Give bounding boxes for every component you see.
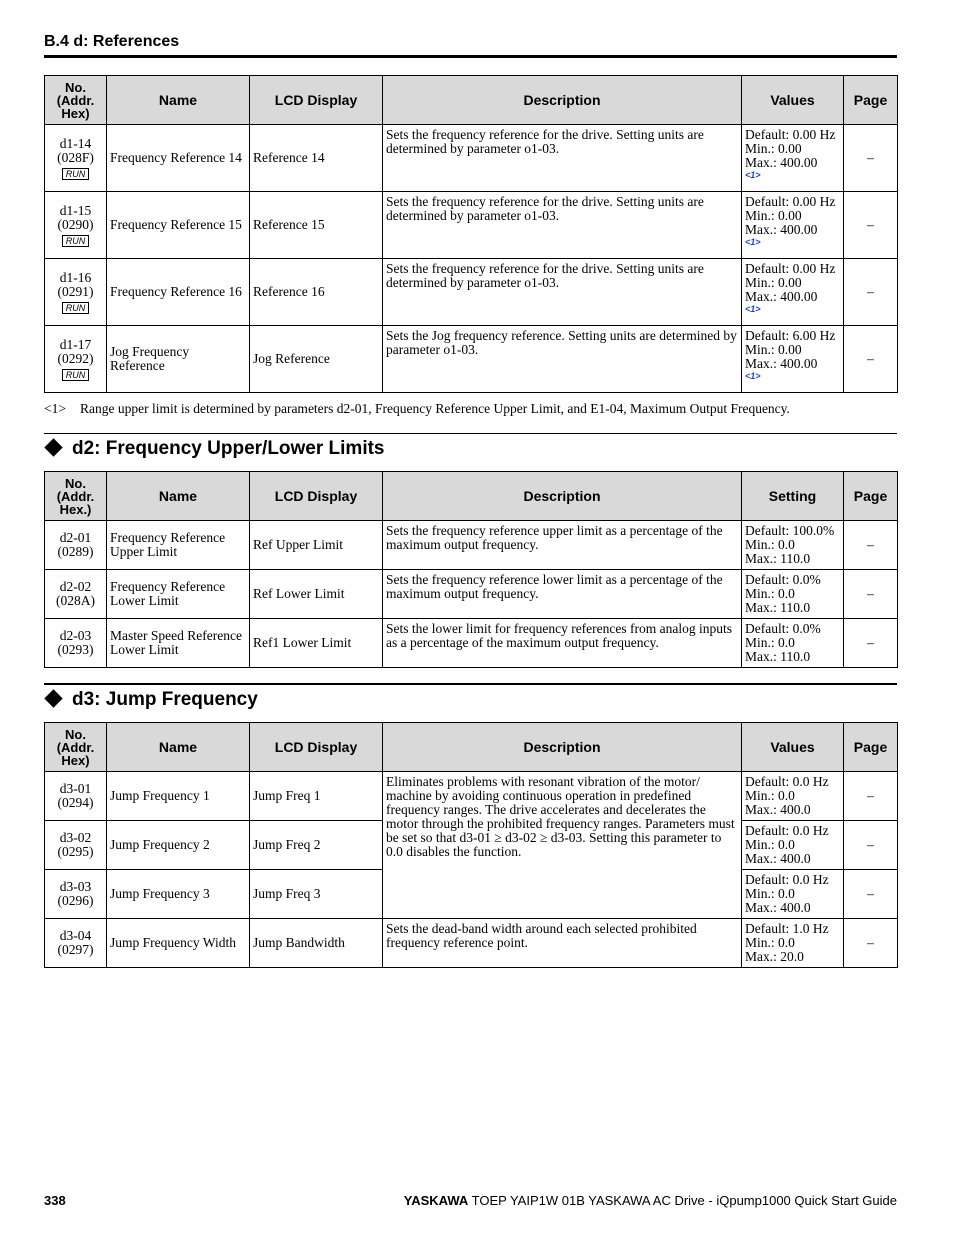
col-page: Page (844, 76, 898, 125)
default-value: Default: 1.0 Hz (745, 921, 829, 936)
description: Sets the frequency reference for the drive. Setting units are determined by parameter o1-03. (383, 125, 742, 192)
param-no-cell (45, 259, 107, 326)
table-row (45, 192, 898, 259)
param-address: (0289) (57, 544, 94, 559)
default-value: Default: 0.00 Hz (745, 194, 836, 209)
values-cell (742, 192, 844, 259)
min-value: Min.: 0.00 (745, 141, 802, 156)
param-name: Jump Frequency 1 (107, 772, 250, 821)
max-value: Max.: 110.0 (745, 600, 811, 615)
d3-section-heading (44, 683, 897, 715)
param-number: d3-02 (59, 830, 92, 845)
lcd-display: Ref Upper Limit (250, 521, 383, 570)
param-name: Frequency Reference 16 (107, 259, 250, 326)
table-row (45, 326, 898, 393)
max-value: Max.: 110.0 (745, 551, 811, 566)
lcd-display: Reference 16 (250, 259, 383, 326)
page-ref: – (844, 772, 898, 821)
param-no-cell (45, 570, 107, 619)
col-name: Name (107, 723, 250, 772)
default-value: Default: 100.0% (745, 523, 835, 538)
description: Sets the frequency reference upper limit as a percentage of the maximum output frequency. (383, 521, 742, 570)
default-value: Default: 0.0% (745, 621, 821, 636)
footnote-text: Range upper limit is determined by parameters d2-01, Frequency Reference Upper Limit, and E1-04, Maximum Output Frequency. (80, 401, 790, 416)
brand-name: YASKAWA (403, 1193, 469, 1208)
param-name: Frequency Reference 14 (107, 125, 250, 192)
lcd-display: Ref1 Lower Limit (250, 619, 383, 668)
min-value: Min.: 0.00 (745, 275, 802, 290)
col-no: No. (Addr. Hex) (45, 723, 107, 772)
max-value: Max.: 400.0 (745, 851, 811, 866)
max-value: Max.: 110.0 (745, 649, 811, 664)
param-number: d2-03 (59, 628, 92, 643)
param-address: (028A) (56, 593, 95, 608)
max-value: Max.: 400.0 (745, 900, 811, 915)
table-row (45, 259, 898, 326)
page-ref: – (844, 125, 898, 192)
lcd-display: Reference 15 (250, 192, 383, 259)
default-value: Default: 0.0 Hz (745, 774, 829, 789)
run-badge: RUN (62, 369, 90, 381)
values-cell (742, 619, 844, 668)
values-cell (742, 326, 844, 393)
param-address: (0293) (57, 642, 94, 657)
param-address: (0295) (57, 844, 94, 859)
param-address: (0290) (57, 216, 94, 232)
col-values: Values (742, 76, 844, 125)
param-no-cell (45, 125, 107, 192)
footnote-ref-link[interactable]: <1> (745, 371, 761, 381)
param-no-cell (45, 619, 107, 668)
min-value: Min.: 0.0 (745, 586, 795, 601)
param-no-cell (45, 772, 107, 821)
lcd-display: Jump Freq 3 (250, 870, 383, 919)
section-heading: B.4 d: References (44, 33, 180, 50)
param-address: (0297) (57, 942, 94, 957)
section-title: d2: Frequency Upper/Lower Limits (72, 438, 385, 459)
param-name: Frequency Reference Upper Limit (107, 521, 250, 570)
page-ref: – (844, 192, 898, 259)
param-number: d3-03 (59, 879, 92, 894)
param-name: Frequency Reference 15 (107, 192, 250, 259)
lcd-display: Reference 14 (250, 125, 383, 192)
run-badge: RUN (62, 302, 90, 314)
footnote (44, 401, 790, 417)
diamond-bullet-icon (44, 439, 62, 457)
max-value: Max.: 400.00 (745, 222, 818, 237)
footnote-ref-link[interactable]: <1> (745, 170, 761, 180)
param-number: d3-01 (59, 781, 92, 796)
values-cell (742, 259, 844, 326)
min-value: Min.: 0.00 (745, 208, 802, 223)
param-address: (0291) (57, 283, 94, 299)
col-setting: Setting (742, 472, 844, 521)
document-name: TOEP YAIP1W 01B YASKAWA AC Drive - iQpump1000 Quick Start Guide (471, 1193, 897, 1208)
param-number: d1-17 (59, 336, 92, 352)
param-number: d1-14 (59, 135, 92, 151)
page-ref: – (844, 919, 898, 968)
description: Sets the frequency reference for the drive. Setting units are determined by parameter o1-03. (383, 259, 742, 326)
col-description: Description (383, 76, 742, 125)
table-row (45, 521, 898, 570)
max-value: Max.: 20.0 (745, 949, 804, 964)
run-badge: RUN (62, 235, 90, 247)
table-row (45, 125, 898, 192)
col-page: Page (844, 472, 898, 521)
default-value: Default: 0.0 Hz (745, 872, 829, 887)
values-cell (742, 821, 844, 870)
page-ref: – (844, 521, 898, 570)
default-value: Default: 6.00 Hz (745, 328, 836, 343)
col-name: Name (107, 76, 250, 125)
min-value: Min.: 0.0 (745, 935, 795, 950)
param-no-cell (45, 821, 107, 870)
values-cell (742, 870, 844, 919)
diamond-bullet-icon (44, 690, 62, 708)
col-no: No. (Addr. Hex.) (45, 472, 107, 521)
col-no: No. (Addr. Hex) (45, 76, 107, 125)
page-ref: – (844, 570, 898, 619)
param-number: d2-01 (59, 530, 92, 545)
param-name: Frequency Reference Lower Limit (107, 570, 250, 619)
default-value: Default: 0.00 Hz (745, 127, 836, 142)
page-footer (44, 1193, 897, 1208)
table-row (45, 619, 898, 668)
description: Sets the dead-band width around each selected prohibited frequency reference point. (383, 919, 742, 968)
values-cell (742, 125, 844, 192)
col-lcd: LCD Display (250, 723, 383, 772)
footnote-ref-link[interactable]: <1> (745, 304, 761, 314)
footer-doc-title (404, 1193, 897, 1208)
table-row (45, 772, 898, 821)
lcd-display: Jump Freq 2 (250, 821, 383, 870)
param-name: Jump Frequency Width (107, 919, 250, 968)
page-ref: – (844, 259, 898, 326)
d2-table (44, 471, 898, 668)
param-no-cell (45, 192, 107, 259)
page-header (44, 33, 897, 58)
values-cell (742, 772, 844, 821)
footnote-ref-link[interactable]: <1> (745, 237, 761, 247)
param-number: d3-04 (59, 928, 92, 943)
max-value: Max.: 400.00 (745, 356, 818, 371)
col-description: Description (383, 472, 742, 521)
param-name: Jog Frequency Reference (107, 326, 250, 393)
lcd-display: Ref Lower Limit (250, 570, 383, 619)
param-name: Jump Frequency 2 (107, 821, 250, 870)
page-number: 338 (44, 1193, 66, 1208)
min-value: Min.: 0.0 (745, 537, 795, 552)
lcd-display: Jump Freq 1 (250, 772, 383, 821)
page-ref: – (844, 821, 898, 870)
param-name: Master Speed Reference Lower Limit (107, 619, 250, 668)
description: Sets the frequency reference lower limit as a percentage of the maximum output frequency. (383, 570, 742, 619)
col-values: Values (742, 723, 844, 772)
page-ref: – (844, 619, 898, 668)
description: Sets the frequency reference for the drive. Setting units are determined by parameter o1-03. (383, 192, 742, 259)
param-address: (0294) (57, 795, 94, 810)
d3-table (44, 722, 898, 968)
max-value: Max.: 400.00 (745, 289, 818, 304)
default-value: Default: 0.00 Hz (745, 261, 836, 276)
default-value: Default: 0.0 Hz (745, 823, 829, 838)
lcd-display: Jog Reference (250, 326, 383, 393)
description: Sets the Jog frequency reference. Setting units are determined by parameter o1-03. (383, 326, 742, 393)
table-row (45, 570, 898, 619)
param-no-cell (45, 870, 107, 919)
section-title: d3: Jump Frequency (72, 689, 258, 710)
values-cell (742, 570, 844, 619)
max-value: Max.: 400.00 (745, 155, 818, 170)
shared-description: Eliminates problems with resonant vibration of the motor/ machine by avoiding continuous operation in predefined frequency ranges. The drive accelerates and decelerates the motor through the prohibited frequency ranges. Parameters must be set so that d3-01 ≥ d3-02 ≥ d3-03. Setting this parameter to 0.0 disables the function. (383, 772, 742, 919)
param-number: d1-16 (59, 269, 92, 285)
col-name: Name (107, 472, 250, 521)
min-value: Min.: 0.00 (745, 342, 802, 357)
default-value: Default: 0.0% (745, 572, 821, 587)
param-no-cell (45, 919, 107, 968)
col-lcd: LCD Display (250, 472, 383, 521)
param-no-cell (45, 521, 107, 570)
min-value: Min.: 0.0 (745, 837, 795, 852)
param-address: (0292) (57, 350, 94, 366)
d2-section-heading (44, 433, 897, 464)
param-address: (028F) (57, 149, 94, 165)
param-name: Jump Frequency 3 (107, 870, 250, 919)
table-row (45, 919, 898, 968)
page-ref: – (844, 870, 898, 919)
param-address: (0296) (57, 893, 94, 908)
col-description: Description (383, 723, 742, 772)
description: Sets the lower limit for frequency references from analog inputs as a percentage of the maximum output frequency. (383, 619, 742, 668)
col-page: Page (844, 723, 898, 772)
min-value: Min.: 0.0 (745, 635, 795, 650)
param-no-cell (45, 326, 107, 393)
d1-table (44, 75, 898, 393)
param-number: d1-15 (59, 202, 92, 218)
run-badge: RUN (62, 168, 90, 180)
min-value: Min.: 0.0 (745, 788, 795, 803)
values-cell (742, 919, 844, 968)
lcd-display: Jump Bandwidth (250, 919, 383, 968)
min-value: Min.: 0.0 (745, 886, 795, 901)
max-value: Max.: 400.0 (745, 802, 811, 817)
footnote-marker: <1> (44, 401, 66, 416)
col-lcd: LCD Display (250, 76, 383, 125)
values-cell (742, 521, 844, 570)
param-number: d2-02 (59, 579, 92, 594)
page-ref: – (844, 326, 898, 393)
